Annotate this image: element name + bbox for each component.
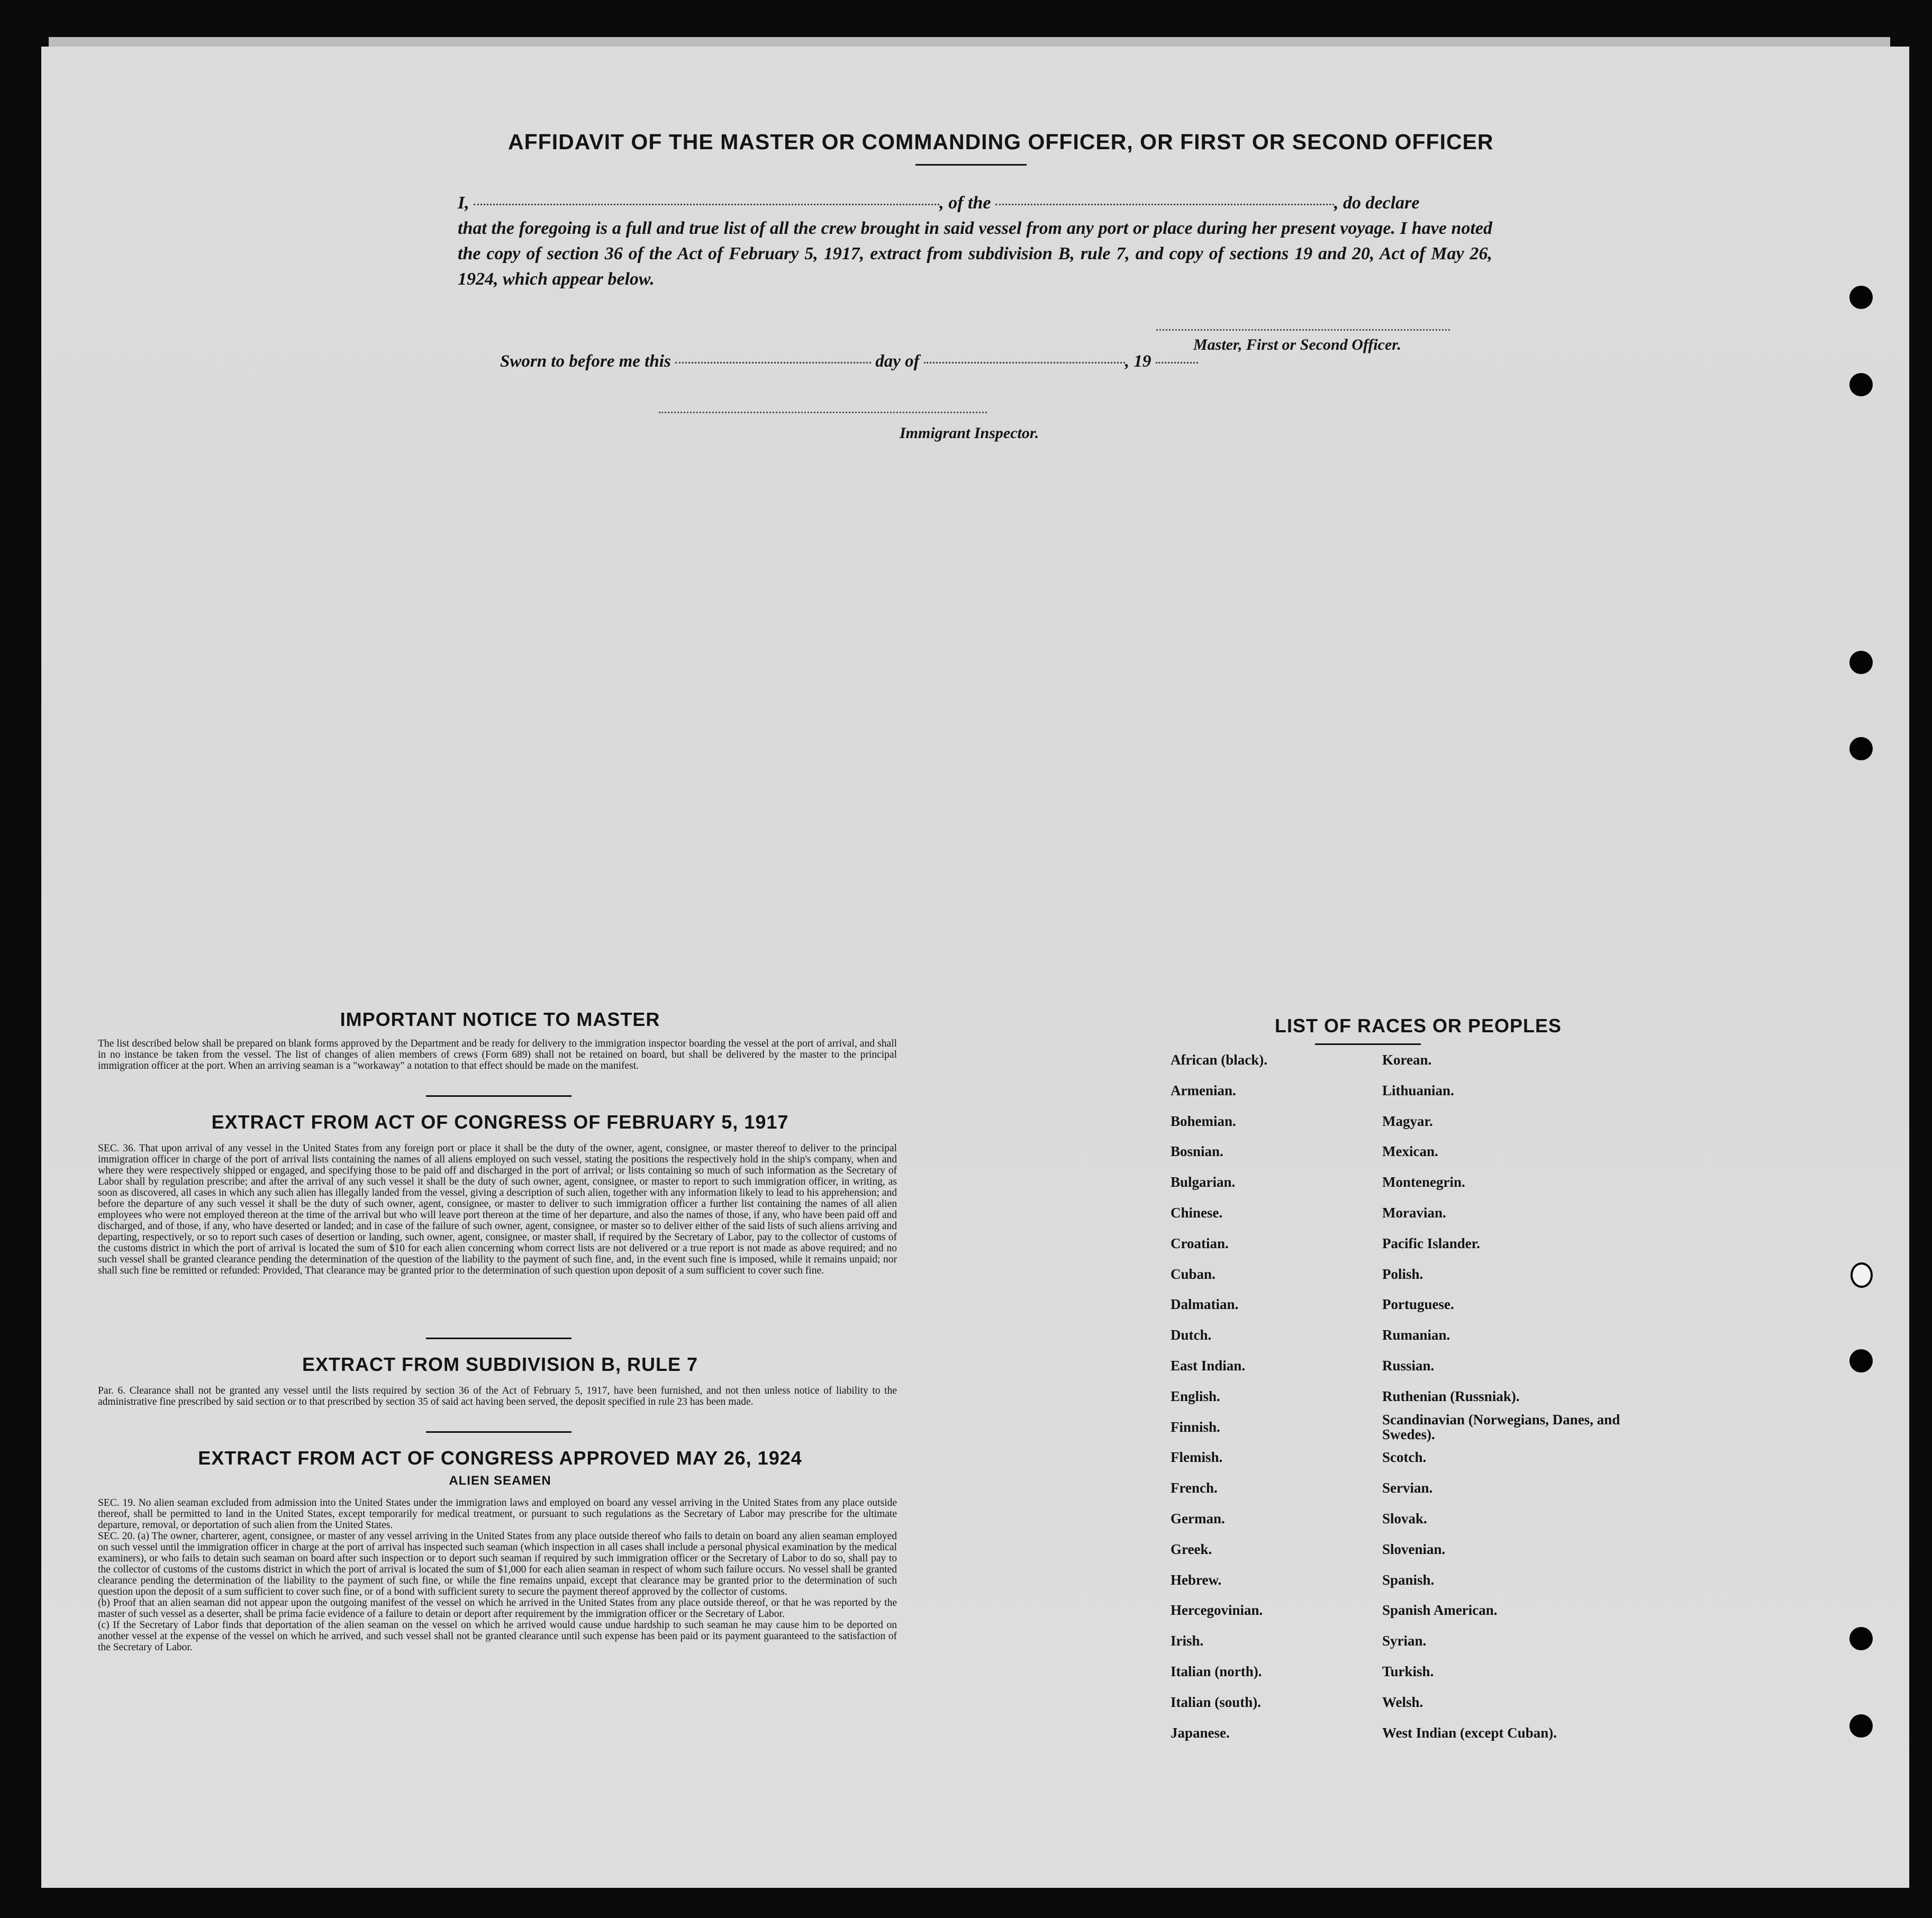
race-item: Croatian. bbox=[1171, 1235, 1229, 1251]
race-item: Ruthenian (Russniak). bbox=[1382, 1388, 1520, 1404]
race-item: Dalmatian. bbox=[1171, 1296, 1239, 1313]
sworn-year-blank[interactable] bbox=[1156, 362, 1198, 363]
race-item: Hebrew. bbox=[1171, 1571, 1222, 1588]
race-item: Moravian. bbox=[1382, 1204, 1446, 1221]
rule7-text: Par. 6. Clearance shall not be granted any vessel until the lists required by section 36 of the Act of February 5, 1917, have been furnished, and not then unless notice of liability to the administrative fine prescribed by said section or to that prescribed by section 35 of said act having been served, the deposit specified in rule 23 has been made. bbox=[98, 1385, 897, 1407]
race-item: Italian (south). bbox=[1171, 1694, 1262, 1710]
day-of-label: day of bbox=[875, 352, 920, 371]
binder-hole bbox=[1849, 1714, 1873, 1738]
do-declare-label: , do declare bbox=[1334, 193, 1420, 213]
race-item: African (black). bbox=[1171, 1052, 1267, 1068]
extract-1924-subtitle: ALIEN SEAMEN bbox=[449, 1474, 551, 1488]
race-item: Magyar. bbox=[1382, 1113, 1433, 1129]
sec20c-text: (c) If the Secretary of Labor finds that deportation of the alien seaman on the vessel on which he arrived would cause undue hardship to such seaman he may cause him to be deported on another vessel at the expense of the vessel on which he arrived, and such vessel shall not be granted clearance until such expense has been paid or its payment guaranteed to the satisfaction of the Secretary of Labor. bbox=[98, 1620, 897, 1653]
race-item: French. bbox=[1171, 1480, 1218, 1496]
vessel-blank[interactable] bbox=[995, 204, 1334, 205]
race-item: Servian. bbox=[1382, 1480, 1433, 1496]
race-item: Polish. bbox=[1382, 1266, 1423, 1282]
race-item: Japanese. bbox=[1171, 1724, 1230, 1741]
race-item: Slovak. bbox=[1382, 1510, 1427, 1526]
sworn-line bbox=[500, 352, 1198, 371]
binder-hole bbox=[1849, 373, 1873, 396]
race-item: West Indian (except Cuban). bbox=[1382, 1724, 1557, 1741]
race-item: German. bbox=[1171, 1510, 1225, 1526]
race-item: Bohemian. bbox=[1171, 1113, 1236, 1129]
sworn-label: Sworn to before me this bbox=[500, 352, 671, 371]
race-item: Irish. bbox=[1171, 1633, 1204, 1649]
race-item: Dutch. bbox=[1171, 1327, 1212, 1343]
notice-title: IMPORTANT NOTICE TO MASTER bbox=[340, 1008, 660, 1030]
binder-hole bbox=[1849, 1349, 1873, 1372]
race-item: Welsh. bbox=[1382, 1694, 1423, 1710]
race-item: Bulgarian. bbox=[1171, 1174, 1236, 1190]
race-item: Chinese. bbox=[1171, 1204, 1223, 1221]
inspector-label: Immigrant Inspector. bbox=[900, 424, 1039, 442]
race-item: Montenegrin. bbox=[1382, 1174, 1465, 1190]
affidavit-declaration bbox=[458, 190, 1492, 292]
race-item: Korean. bbox=[1382, 1052, 1432, 1068]
sec19-text: SEC. 19. No alien seaman excluded from admission into the United States under the immigration laws and employed on board any vessel arriving in the United States from any place outside thereof, shall be permitted to land in the United States, except temporarily for medical treatment, or pursuant to such regulations as the Secretary of Labor may prescribe for the ultimate departure, removal, or deportation of such alien from the United States. bbox=[98, 1497, 897, 1531]
i-label: I, bbox=[458, 193, 469, 213]
binder-hole bbox=[1849, 286, 1873, 309]
race-item: Spanish. bbox=[1382, 1571, 1435, 1588]
binder-hole bbox=[1849, 1627, 1873, 1650]
race-item: Finnish. bbox=[1171, 1419, 1220, 1435]
race-item: Pacific Islander. bbox=[1382, 1235, 1480, 1251]
extract-1924-title: EXTRACT FROM ACT OF CONGRESS APPROVED MAY 26, 1924 bbox=[198, 1447, 802, 1469]
year-prefix: , 19 bbox=[1124, 352, 1151, 371]
race-item: Scotch. bbox=[1382, 1449, 1427, 1466]
master-signature-line[interactable] bbox=[1156, 329, 1450, 331]
sec20a-text: SEC. 20. (a) The owner, charterer, agent, consignee, or master of any vessel arriving in the United States from any place outside thereof who fails to detain on board any alien seaman employed on such vessel until the immigration officer in charge at the port of arrival has inspected such seaman (which inspection in all cases shall include a personal physical examination by the medical examiners), or who fails to detain such seaman on board after such inspection or to deport such seaman if required by such immigration officer or the Secretary of Labor to do so, shall pay to the collector of customs of the customs district in which the port of arrival is located the sum of $1,000 for each alien seaman in respect of whom such failure occurs. No vessel shall be granted clearance pending the determination of the liability to the payment of such fine, or while the fine remains unpaid, except that clearance may be granted prior to the determination of such question upon the deposit of a sum sufficient to cover such fine, or of a bond with sufficient surety to secure the payment thereof approved by the collector of customs. bbox=[98, 1531, 897, 1597]
extract-1917-text: SEC. 36. That upon arrival of any vessel in the United States from any foreign port or place it shall be the duty of the owner, agent, consignee, or master thereof to deliver to the principal immigration officer in charge of the port of arrival lists containing the names of all aliens employed on such vessel, stating the positions the respectively hold in the ship's company, when and where they were respectively shipped or engaged, and specifying those to be paid off and discharged in the port of arrival; or lists containing so much of such information as the Secretary of Labor shall by regulation prescribe; and after the arrival of any such vessel it shall be the duty of such owner, agent, consignee, or master to report to such immigration officer, in writing, as soon as discovered, all cases in which any such alien has illegally landed from the vessel, giving a description of such alien, together with any information likely to lead to his apprehension; and before the departure of any such vessel it shall be the duty of such owner, agent, consignee, or master to deliver to such immigration officer a further list containing the names of all alien employees who were not employed thereon at the time of the arrival but who will leave port thereon at the time of her departure, and also the names of those, if any, who have been paid off and discharged, and of those, if any, who have deserted or landed; and in case of the failure of such owner, agent, consignee, or master so to deliver either of the said lists of such aliens arriving and departing, respectively, or so to report such cases of desertion or landing, such owner, agent, consignee, or master shall, if required by the Secretary of Labor, pay to the collector of customs of the customs district in which the port of arrival is located the sum of $10 for each alien concerning whom correct lists are not delivered or a true report is not made as above required; and no such vessel shall be granted clearance pending the determination of the question of the liability to the payment of such fine, and, in the event such fine is imposed, while it remains unpaid; nor shall such fine be remitted or refunded: Provided, That clearance may be granted prior to the determination of such question upon deposit of a sum sufficient to cover such fine. bbox=[98, 1143, 897, 1276]
race-item: Slovenian. bbox=[1382, 1541, 1446, 1557]
divider bbox=[426, 1431, 572, 1433]
race-item: Portuguese. bbox=[1382, 1296, 1454, 1313]
affidavit-statement: that the foregoing is a full and true list of all the crew brought in said vessel from any port or place during her present voyage. I have noted the copy of section 36 of the Act of February 5, 1917, extract from subdivision B, rule 7, and copy of sections 19 and 20, Act of May 26, 1924, which appear below. bbox=[458, 219, 1492, 289]
race-item: Syrian. bbox=[1382, 1633, 1427, 1649]
race-item: Cuban. bbox=[1171, 1266, 1216, 1282]
race-item: Rumanian. bbox=[1382, 1327, 1450, 1343]
affidavit-title: AFFIDAVIT OF THE MASTER OR COMMANDING OFFICER, OR FIRST OR SECOND OFFICER bbox=[508, 130, 1494, 154]
master-label: Master, First or Second Officer. bbox=[1193, 336, 1401, 353]
title-underline bbox=[915, 164, 1027, 166]
sworn-month-blank[interactable] bbox=[924, 362, 1125, 363]
of-the-label: , of the bbox=[939, 193, 991, 213]
rule7-title: EXTRACT FROM SUBDIVISION B, RULE 7 bbox=[302, 1353, 699, 1375]
name-blank[interactable] bbox=[474, 204, 939, 205]
race-item: Scandinavian (Norwegians, Danes, and Swedes). bbox=[1382, 1411, 1620, 1442]
race-item: East Indian. bbox=[1171, 1357, 1246, 1374]
race-item: Mexican. bbox=[1382, 1143, 1438, 1160]
race-item: Bosnian. bbox=[1171, 1143, 1223, 1160]
sworn-day-blank[interactable] bbox=[675, 362, 871, 363]
races-title: LIST OF RACES OR PEOPLES bbox=[1274, 1015, 1562, 1037]
race-item: Armenian. bbox=[1171, 1082, 1236, 1098]
extract-1917-title: EXTRACT FROM ACT OF CONGRESS OF FEBRUARY 5, 1917 bbox=[211, 1111, 789, 1133]
race-item: English. bbox=[1171, 1388, 1220, 1404]
race-item: Spanish American. bbox=[1382, 1602, 1498, 1619]
races-column-2 bbox=[1382, 1045, 1679, 1748]
races-column-1 bbox=[1171, 1045, 1372, 1748]
race-item: Lithuanian. bbox=[1382, 1082, 1454, 1098]
race-item: Greek. bbox=[1171, 1541, 1212, 1557]
notice-text: The list described below shall be prepared on blank forms approved by the Department and be ready for delivery to the immigration inspector boarding the vessel at the port of arrival, and shall in no instance be taken from the vessel. The list of changes of alien members of crews (Form 689) shall not be retained on board, but shall be delivered by the master to the principal immigration officer at the port. When an arriving seaman is a "workaway" a notation to that effect should be made on the manifest. bbox=[98, 1038, 897, 1071]
race-item: Turkish. bbox=[1382, 1663, 1434, 1679]
race-item: Flemish. bbox=[1171, 1449, 1223, 1466]
race-item: Hercegovinian. bbox=[1171, 1602, 1263, 1619]
sec20b-text: (b) Proof that an alien seaman did not appear upon the outgoing manifest of the vessel on which he arrived in the United States from any place outside thereof, or that he was reported by the master of such vessel as a deserter, shall be prima facie evidence of a failure to detain or deport after requirement by the immigration officer or the Secretary of Labor. bbox=[98, 1597, 897, 1620]
binder-hole bbox=[1849, 737, 1873, 760]
inspector-signature-line[interactable] bbox=[659, 412, 987, 413]
race-item: Russian. bbox=[1382, 1357, 1435, 1374]
divider bbox=[426, 1095, 572, 1097]
divider bbox=[426, 1338, 572, 1339]
binder-hole bbox=[1851, 1262, 1873, 1288]
binder-hole bbox=[1849, 651, 1873, 674]
race-item: Italian (north). bbox=[1171, 1663, 1262, 1679]
extract-1924-body bbox=[98, 1497, 897, 1653]
